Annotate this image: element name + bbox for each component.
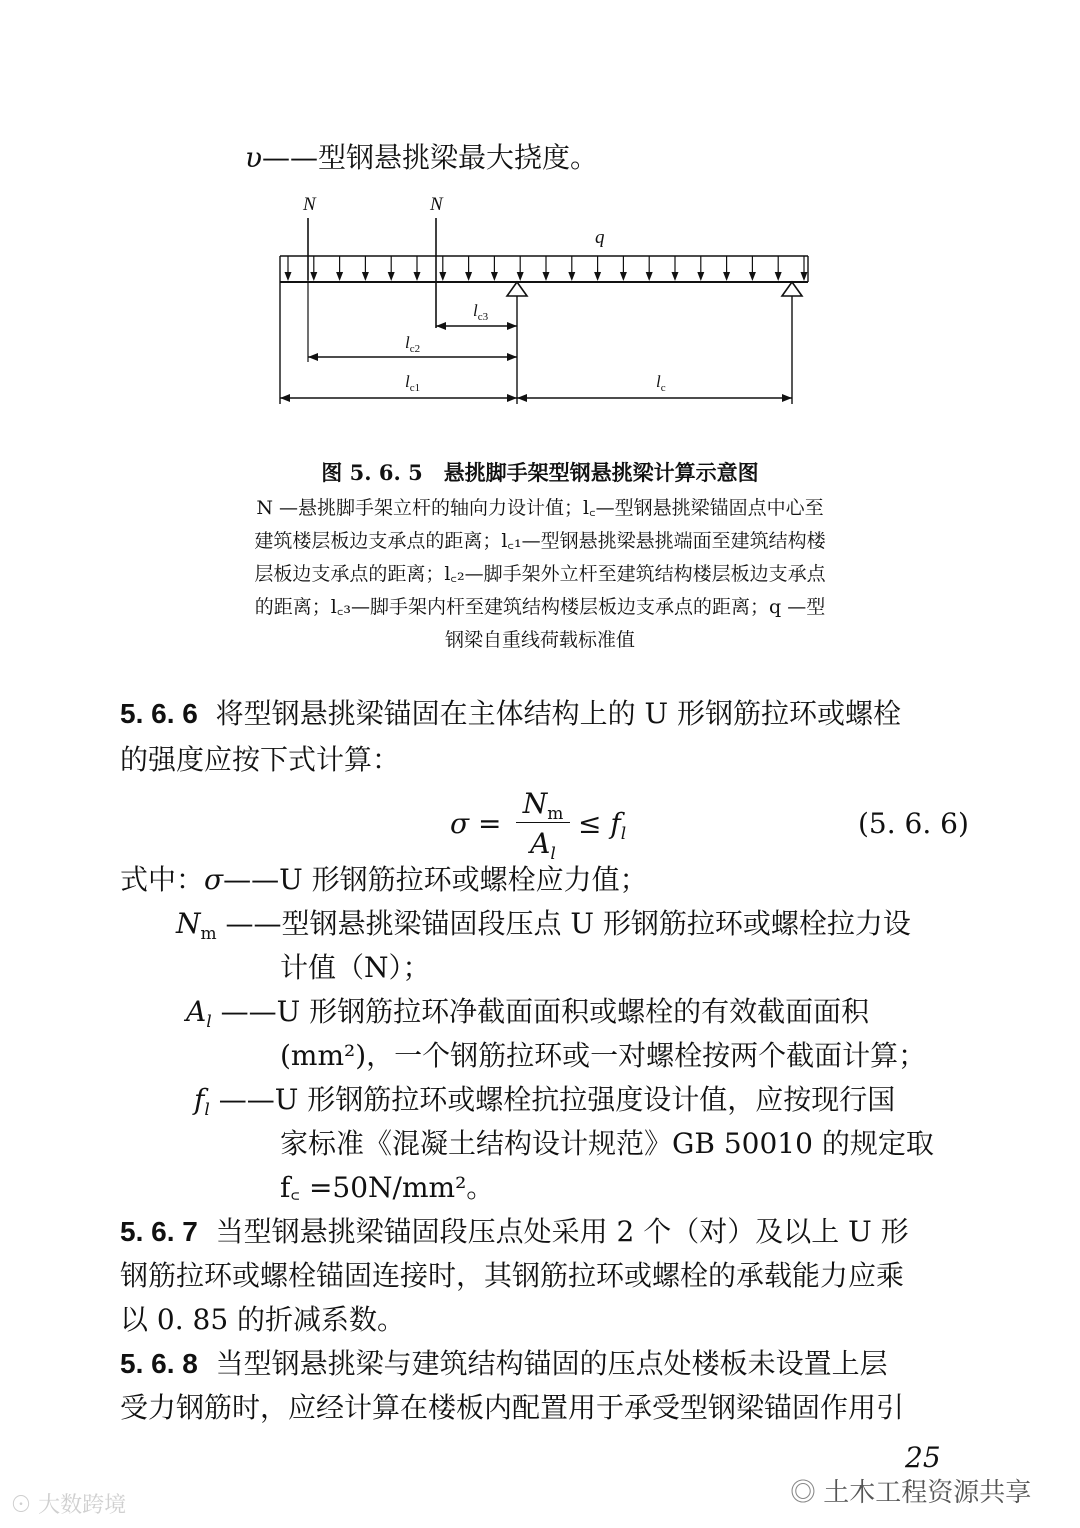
intro-symbol: υ [245, 141, 263, 174]
clause-566-line2: 的强度应按下式计算： [120, 743, 401, 776]
watermark-right: ◎ 土木工程资源共享 [790, 1477, 1032, 1507]
figure-caption-line: 的距离；l꜀₃—脚手架内杆至建筑结构楼层板边支承点的距离；q —型 [254, 596, 826, 618]
intro-text: ——型钢悬挑梁最大挠度。 [262, 141, 599, 174]
formula-number: (5. 6. 6) [858, 807, 969, 840]
dim-lc1-arrow-right [507, 394, 517, 402]
watermark-left: ⊙ 大数跨境 [10, 1492, 127, 1517]
where-label: 式中： [120, 863, 205, 896]
formula-fraction-bar [516, 822, 570, 823]
q-arrow-head [568, 272, 575, 281]
clause-568-text: 当型钢悬挑梁与建筑结构锚固的压点处楼板未设置上层 [215, 1347, 888, 1380]
dim-lc3-arrow-left [436, 322, 446, 330]
def-text: ——型钢悬挑梁锚固段压点 U 形钢筋拉环或螺栓拉力设 [225, 907, 911, 940]
definition-row [120, 860, 648, 900]
watermark-logo-icon: ⊙ [10, 1492, 39, 1517]
clause-568-line1 [120, 1344, 888, 1384]
formula-denominator: $A_l$ [530, 827, 556, 864]
q-label: q [595, 227, 605, 248]
clause-568-number: 5. 6. 8 [120, 1348, 198, 1379]
support-edge [507, 282, 527, 296]
dim-lc-arrow-right [782, 394, 792, 402]
figure-caption-title: 图 5. 6. 5 悬挑脚手架型钢悬挑梁计算示意图 [321, 460, 759, 485]
page-number: 25 [905, 1441, 941, 1474]
def-symbol: N [176, 907, 201, 940]
clause-567-number: 5. 6. 7 [120, 1216, 198, 1247]
def-symbol: σ [204, 863, 224, 896]
q-arrow-head [310, 272, 317, 281]
figure-caption-line: 建筑楼层板边支承点的距离；l꜀₁—型钢悬挑梁悬挑端面至建筑结构楼 [254, 530, 826, 552]
q-arrow-head [336, 272, 343, 281]
clause-568-line2: 受力钢筋时，应经计算在楼板内配置用于承受型钢梁锚固作用引 [120, 1391, 905, 1424]
clause-566-text: 将型钢悬挑梁锚固在主体结构上的 U 形钢筋拉环或螺栓 [215, 697, 902, 730]
lc2-label: $l_{c2}$ [405, 333, 421, 355]
q-arrow-head [775, 272, 782, 281]
def-symbol: f [194, 1083, 205, 1116]
q-arrow-head [594, 272, 601, 281]
clause-566-line1 [120, 694, 901, 734]
def-continuation: 家标准《混凝土结构设计规范》GB 50010 的规定取 [280, 1127, 934, 1160]
lc1-label: $l_{c1}$ [405, 372, 421, 394]
clause-567-line1 [120, 1212, 909, 1252]
q-arrow-head [801, 272, 808, 281]
q-arrow-head [465, 272, 472, 281]
formula-rhs: ≤ $f_l$ [578, 807, 627, 844]
def-text: ——U 形钢筋拉环或螺栓抗拉强度设计值，应按现行国 [218, 1083, 896, 1116]
dim-lc2-arrow-right [507, 353, 517, 361]
q-arrow-head [672, 272, 679, 281]
clause-567-line2: 钢筋拉环或螺栓锚固连接时，其钢筋拉环或螺栓的承载能力应乘 [120, 1259, 905, 1292]
definition-row: $A_l$ ——U 形钢筋拉环净截面面积或螺栓的有效截面面积 [186, 995, 870, 1032]
wechat-icon: ◎ [790, 1477, 824, 1507]
q-arrow-head [620, 272, 627, 281]
formula-numerator: $N_m$ [522, 787, 564, 824]
def-text: ——U 形钢筋拉环净截面面积或螺栓的有效截面面积 [220, 995, 870, 1028]
dim-lc2-arrow-left [308, 353, 318, 361]
q-load-arrows [285, 256, 808, 281]
def-continuation: (mm²)，一个钢筋拉环或一对螺栓按两个截面计算； [280, 1039, 927, 1072]
q-arrow-head [439, 272, 446, 281]
q-arrow-head [414, 272, 421, 281]
dim-lc1-arrow-left [280, 394, 290, 402]
clause-566-number: 5. 6. 6 [120, 698, 198, 729]
q-arrow-head [697, 272, 704, 281]
beam-diagram [0, 0, 1080, 440]
q-arrow-head [517, 272, 524, 281]
figure-caption-line: 钢梁自重线荷载标准值 [444, 629, 635, 651]
n-left-label: N [303, 194, 316, 215]
n-right-label: N [430, 194, 443, 215]
lc-label: $l_c$ [656, 372, 666, 394]
definition-row: $f_l$ ——U 形钢筋拉环或螺栓抗拉强度设计值，应按现行国 [194, 1083, 896, 1120]
q-arrow-head [491, 272, 498, 281]
def-text: ——U 形钢筋拉环或螺栓应力值； [223, 863, 648, 896]
figure-caption-line: 层板边支承点的距离；l꜀₂—脚手架外立杆至建筑结构楼层板边支承点 [254, 563, 826, 585]
q-arrow-head [646, 272, 653, 281]
q-arrow-head [362, 272, 369, 281]
clause-567-text: 当型钢悬挑梁锚固段压点处采用 2 个（对）及以上 U 形 [215, 1215, 909, 1248]
q-arrow-head [749, 272, 756, 281]
figure-caption-line: N —悬挑脚手架立杆的轴向力设计值；l꜀—型钢悬挑梁锚固点中心至 [256, 497, 824, 519]
support-anchor [782, 282, 802, 296]
formula-lhs: σ = [450, 807, 502, 840]
dim-lc3-arrow-right [507, 322, 517, 330]
q-arrow-head [388, 272, 395, 281]
lc3-label: $l_{c3}$ [473, 301, 489, 323]
definition-row: $N_m$ ——型钢悬挑梁锚固段压点 U 形钢筋拉环或螺栓拉力设 [176, 907, 911, 944]
q-arrow-head [285, 272, 292, 281]
def-continuation: 计值（N）； [280, 951, 431, 984]
clause-567-line3: 以 0. 85 的折减系数。 [120, 1303, 406, 1336]
dim-lc-arrow-left [517, 394, 527, 402]
q-arrow-head [543, 272, 550, 281]
def-symbol: A [186, 995, 207, 1028]
q-arrow-head [723, 272, 730, 281]
def-continuation: f꜀ =50N/mm²。 [280, 1171, 495, 1204]
